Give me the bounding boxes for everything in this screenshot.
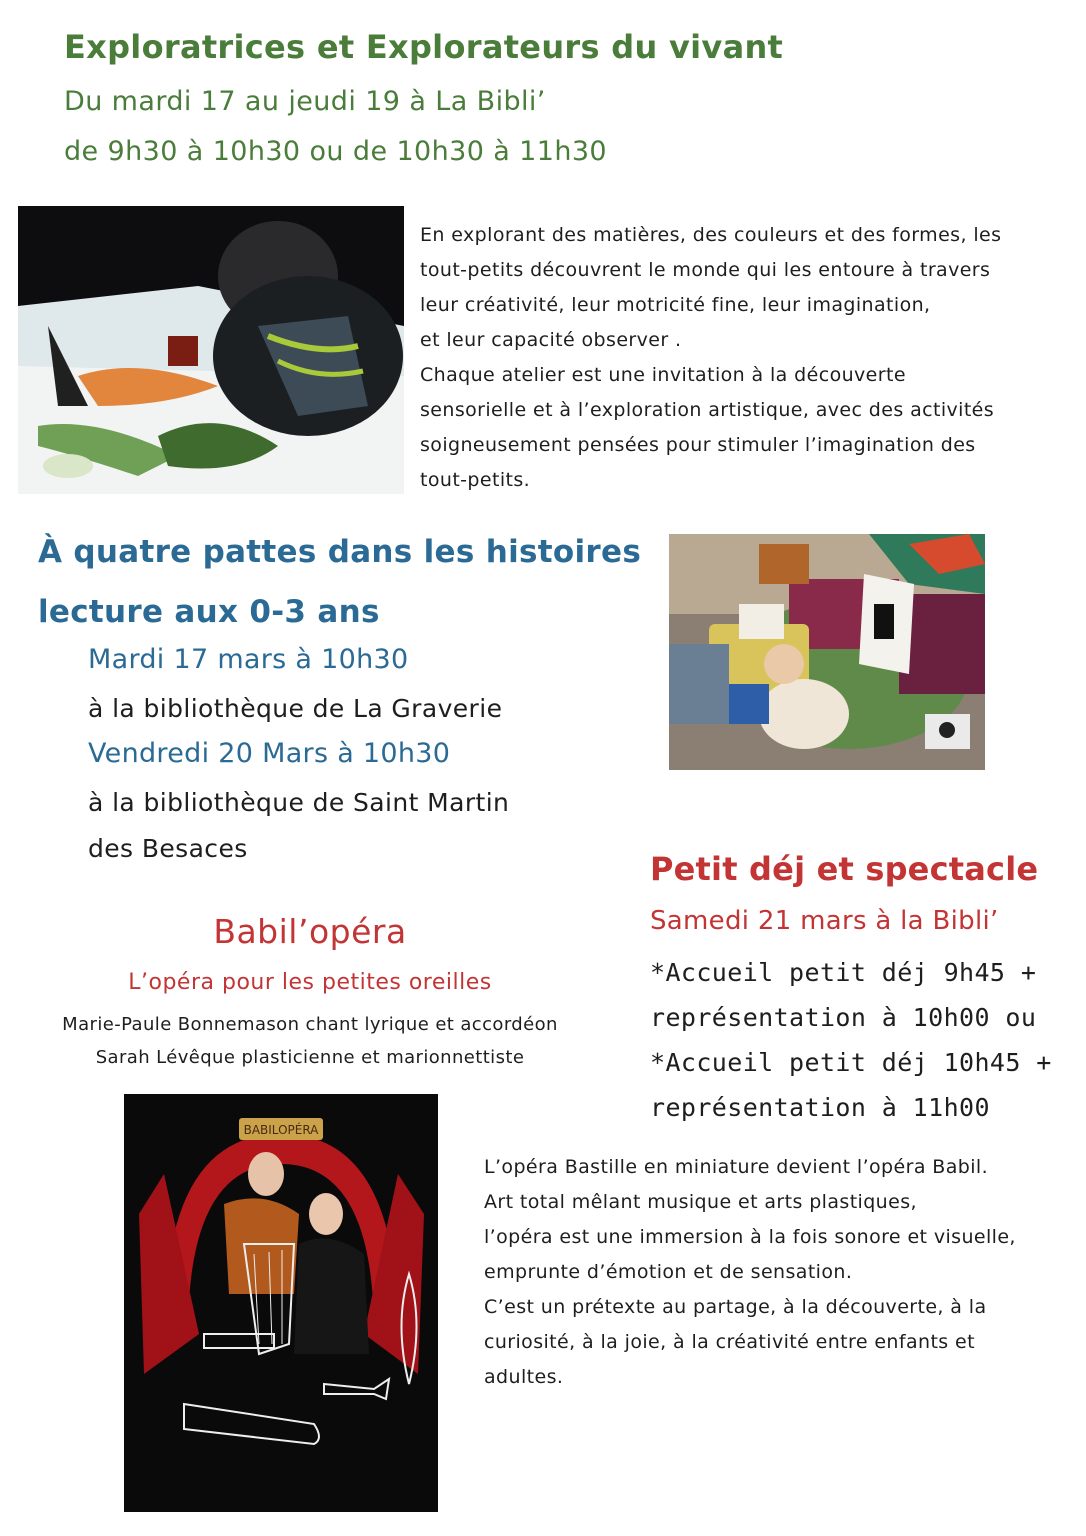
opera-line: C’est un prétexte au partage, à la découverte, à la — [484, 1296, 987, 1318]
explorers-title: Exploratrices et Explorateurs du vivant — [64, 28, 784, 66]
opera-line: l’opéra est une immersion à la fois sonore et visuelle, — [484, 1226, 1016, 1248]
opera-line: L’opéra Bastille en miniature devient l’opéra Babil. — [484, 1156, 989, 1178]
reading-title: À quatre pattes dans les histoires — [38, 534, 642, 570]
opera-subtitle: L’opéra pour les petites oreilles — [128, 970, 492, 995]
opera-line: Art total mêlant musique et arts plastiques, — [484, 1191, 917, 1213]
opera-title: Babil’opéra — [213, 912, 407, 951]
opera-credit-2: Sarah Lévêque plasticienne et marionnettiste — [95, 1047, 525, 1068]
explorers-line: tout-petits découvrent le monde qui les entoure à travers — [420, 259, 991, 281]
reading-photo — [669, 534, 985, 770]
opera-description — [484, 1150, 1074, 1395]
explorers-line: et leur capacité observer . — [420, 329, 682, 351]
explorers-line: tout-petits. — [420, 469, 531, 491]
reading-subtitle: lecture aux 0-3 ans — [38, 594, 380, 630]
explorers-line: sensorielle et à l’exploration artistique, avec des activités — [420, 399, 995, 421]
opera-sign: BABILOPÉRA — [243, 1123, 319, 1137]
reading-date-1: Mardi 17 mars à 10h30 — [88, 644, 409, 675]
explorers-dates: Du mardi 17 au jeudi 19 à La Bibli’ — [64, 86, 546, 117]
reading-place-2b: des Besaces — [88, 834, 248, 863]
opera-line: emprunte d’émotion et de sensation. — [484, 1261, 853, 1283]
reading-date-2: Vendredi 20 Mars à 10h30 — [88, 738, 451, 769]
reading-place-1: à la bibliothèque de La Graverie — [88, 694, 503, 723]
opera-line: curiosité, à la joie, à la créativité entre enfants et — [484, 1331, 975, 1353]
breakfast-line: représentation à 11h00 — [650, 1093, 990, 1122]
explorers-times: de 9h30 à 10h30 ou de 10h30 à 11h30 — [64, 136, 608, 167]
opera-credit-1: Marie-Paule Bonnemason chant lyrique et accordéon — [62, 1014, 558, 1035]
explorers-line: leur créativité, leur motricité fine, leur imagination, — [420, 294, 931, 316]
explorers-line: En explorant des matières, des couleurs et des formes, les — [420, 224, 1002, 246]
breakfast-date: Samedi 21 mars à la Bibli’ — [650, 906, 999, 936]
explorers-line: Chaque atelier est une invitation à la découverte — [420, 364, 906, 386]
breakfast-line: *Accueil petit déj 10h45 + — [650, 1048, 1052, 1077]
opera-line: adultes. — [484, 1366, 564, 1388]
breakfast-line: représentation à 10h00 ou — [650, 1003, 1037, 1032]
breakfast-title: Petit déj et spectacle — [650, 850, 1039, 888]
opera-photo — [124, 1094, 438, 1512]
explorers-line: soigneusement pensées pour stimuler l’imagination des — [420, 434, 976, 456]
explorers-description — [420, 218, 1060, 498]
breakfast-line: *Accueil petit déj 9h45 + — [650, 958, 1037, 987]
reading-place-2a: à la bibliothèque de Saint Martin — [88, 788, 510, 817]
explorers-photo — [18, 206, 404, 494]
